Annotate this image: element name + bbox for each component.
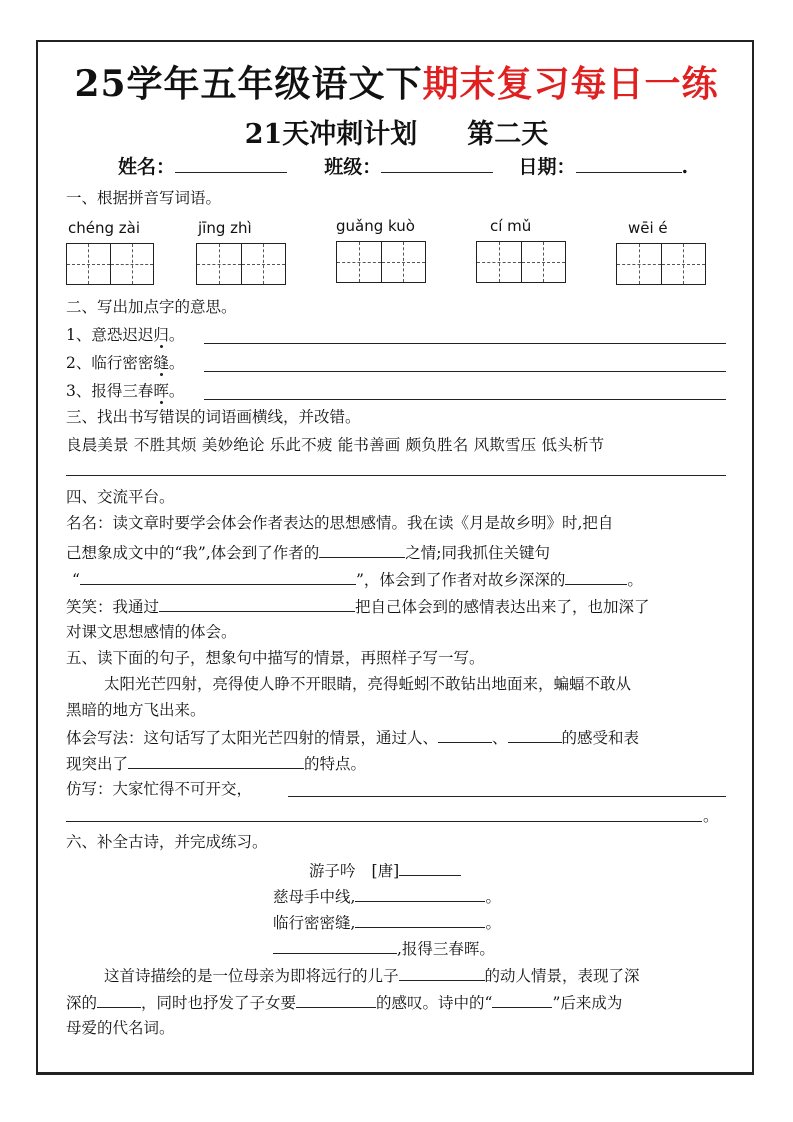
poem-title: 游子吟 [唐] <box>309 859 461 881</box>
poem-line-3: ,报得三春晖。 <box>273 937 495 959</box>
s4-line-2: 己想象成文中的“我”,体会到了作者的 之情;同我抓住关键句 <box>66 541 550 563</box>
name-label: 姓名： <box>118 156 176 178</box>
poem-blank-3[interactable] <box>273 937 397 954</box>
section4-heading: 四、交流平台。 <box>66 488 175 506</box>
question-2-3: 3、报得三春晖。 <box>66 382 185 400</box>
pinyin-4: cí mǔ <box>490 217 532 235</box>
answer-line-5-2[interactable] <box>66 821 702 822</box>
s6-question-line-3: 母爱的代名词。 <box>66 1019 175 1037</box>
date-label: 日期： <box>518 156 576 178</box>
class-label: 班级： <box>324 156 382 178</box>
blank-4-1[interactable] <box>319 541 405 558</box>
question-2-2: 2、临行密密缝。 <box>66 354 185 372</box>
blank-4-4[interactable] <box>159 595 355 612</box>
s5-sentence-2: 黑暗的地方飞出来。 <box>66 701 206 719</box>
s4-line-3: “ ”，体会到了作者对故乡深深的 。 <box>72 568 643 590</box>
poem-blank-1[interactable] <box>355 885 485 902</box>
date-field[interactable] <box>576 154 682 173</box>
blank-5-2[interactable] <box>508 726 562 743</box>
student-info-row: 姓名： 班级： 日期： . <box>118 156 689 178</box>
name-field[interactable] <box>175 154 287 173</box>
pinyin-3: guǎng kuò <box>336 217 415 235</box>
blank-5-3[interactable] <box>128 752 304 769</box>
blank-6-1[interactable] <box>399 964 485 981</box>
section5-heading: 五、读下面的句子，想象句中描写的情景，再照样子写一写。 <box>66 649 485 667</box>
blank-4-2[interactable] <box>80 568 356 585</box>
class-field[interactable] <box>381 154 493 173</box>
s5-method-line-2: 现突出了 的特点。 <box>66 752 366 774</box>
blank-6-2[interactable] <box>97 991 141 1008</box>
answer-grid-3[interactable] <box>336 241 426 283</box>
worksheet-title: 25学年五年级语文下期末复习每日一练 <box>74 63 719 105</box>
poem-author-blank[interactable] <box>399 859 461 876</box>
blank-4-3[interactable] <box>565 568 627 585</box>
section1-heading: 一、根据拼音写词语。 <box>66 189 222 207</box>
answer-grid-2[interactable] <box>196 243 286 285</box>
s5-sentence-1: 太阳光芒四射，亮得使人睁不开眼睛，亮得蚯蚓不敢钻出地面来，蝙蝠不敢从 <box>104 675 632 693</box>
poem-line-2: 临行密密缝, 。 <box>273 911 501 933</box>
poem-blank-2[interactable] <box>355 911 485 928</box>
s4-line-1: 名名：读文章时要学会体会作者表达的思想感情。我在读《月是故乡明》时,把自 <box>66 514 614 532</box>
answer-line-2-2[interactable] <box>204 371 726 372</box>
s6-question-line-2: 深的 ，同时也抒发了子女要 的感叹。诗中的“ ”后来成为 <box>66 991 622 1013</box>
answer-line-5-1[interactable] <box>288 796 726 797</box>
answer-line-2-1[interactable] <box>204 343 726 344</box>
pinyin-2: jīng zhì <box>198 219 252 237</box>
section2-heading: 二、写出加点字的意思。 <box>66 298 237 316</box>
s4-line-5: 对课文思想感情的体会。 <box>66 623 237 641</box>
word-list: 良晨美景 不胜其烦 美妙绝论 乐此不疲 能书善画 颇负胜名 风欺雪压 低头析节 <box>66 436 605 454</box>
worksheet-subtitle: 21天冲刺计划 第二天 <box>244 119 549 150</box>
answer-grid-4[interactable] <box>476 241 566 283</box>
s5-method-line-1: 体会写法：这句话写了太阳光芒四射的情景，通过人、 、 的感受和表 <box>66 726 639 748</box>
s4-line-4: 笑笑：我通过 把自己体会到的感情表达出来了，也加深了 <box>66 595 650 617</box>
s6-question-line-1: 这首诗描绘的是一位母亲为即将远行的儿子 的动人情景，表现了深 <box>104 964 640 986</box>
s5-imitation: 仿写：大家忙得不可开交， <box>66 780 253 798</box>
poem-line-1: 慈母手中线, 。 <box>273 885 501 907</box>
question-2-1: 1、意恐迟迟归。 <box>66 326 185 344</box>
blank-6-3[interactable] <box>296 991 376 1008</box>
answer-line-3[interactable] <box>66 475 726 476</box>
answer-grid-5[interactable] <box>616 243 706 285</box>
blank-5-1[interactable] <box>438 726 492 743</box>
section6-heading: 六、补全古诗，并完成练习。 <box>66 833 268 851</box>
pinyin-1: chéng zài <box>68 219 141 237</box>
pinyin-5: wēi é <box>628 219 668 237</box>
section3-heading: 三、找出书写错误的词语画横线，并改错。 <box>66 408 361 426</box>
answer-grid-1[interactable] <box>66 243 154 285</box>
answer-line-2-3[interactable] <box>204 399 726 400</box>
blank-6-4[interactable] <box>492 991 552 1008</box>
